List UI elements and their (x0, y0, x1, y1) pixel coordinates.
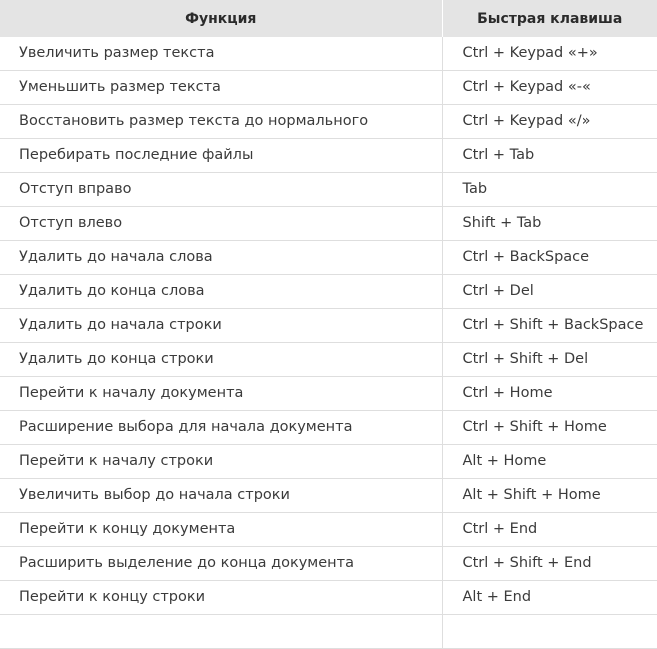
function-cell: Удалить до начала слова (0, 241, 442, 275)
table-row (0, 309, 657, 343)
function-cell: Перейти к концу строки (0, 581, 442, 615)
shortcut-cell (442, 615, 657, 649)
shortcut-cell: Ctrl + Keypad «/» (442, 105, 657, 139)
table-row (0, 615, 657, 649)
table-header (0, 0, 657, 37)
function-cell: Удалить до конца слова (0, 275, 442, 309)
table-row (0, 105, 657, 139)
function-cell: Уменьшить размер текста (0, 71, 442, 105)
table-row (0, 241, 657, 275)
table-row (0, 37, 657, 71)
table-row (0, 479, 657, 513)
function-cell: Отступ вправо (0, 173, 442, 207)
function-cell: Восстановить размер текста до нормального (0, 105, 442, 139)
function-cell: Удалить до начала строки (0, 309, 442, 343)
shortcut-cell: Ctrl + Home (442, 377, 657, 411)
shortcut-cell: Alt + Shift + Home (442, 479, 657, 513)
shortcut-cell: Ctrl + End (442, 513, 657, 547)
table-row (0, 343, 657, 377)
table-row (0, 71, 657, 105)
function-cell: Удалить до конца строки (0, 343, 442, 377)
shortcut-cell: Alt + End (442, 581, 657, 615)
function-cell: Перейти к началу строки (0, 445, 442, 479)
shortcut-cell: Ctrl + Keypad «+» (442, 37, 657, 71)
shortcut-cell: Tab (442, 173, 657, 207)
function-cell: Отступ влево (0, 207, 442, 241)
table-body (0, 37, 657, 649)
function-cell: Перейти к началу документа (0, 377, 442, 411)
table-row (0, 547, 657, 581)
function-cell: Увеличить выбор до начала строки (0, 479, 442, 513)
function-cell: Расширить выделение до конца документа (0, 547, 442, 581)
header-row (0, 0, 657, 37)
shortcut-cell: Ctrl + Keypad «-« (442, 71, 657, 105)
table-row (0, 275, 657, 309)
header-function: Функция (0, 0, 442, 37)
table-row (0, 581, 657, 615)
shortcut-cell: Ctrl + Shift + BackSpace (442, 309, 657, 343)
function-cell: Перебирать последние файлы (0, 139, 442, 173)
header-shortcut: Быстрая клавиша (442, 0, 657, 37)
shortcut-cell: Ctrl + BackSpace (442, 241, 657, 275)
shortcut-cell: Ctrl + Shift + Del (442, 343, 657, 377)
shortcut-cell: Alt + Home (442, 445, 657, 479)
table-row (0, 411, 657, 445)
shortcut-cell: Shift + Tab (442, 207, 657, 241)
function-cell: Расширение выбора для начала документа (0, 411, 442, 445)
shortcut-cell: Ctrl + Del (442, 275, 657, 309)
shortcut-cell: Ctrl + Shift + Home (442, 411, 657, 445)
function-cell (0, 615, 442, 649)
shortcut-cell: Ctrl + Shift + End (442, 547, 657, 581)
table-row (0, 207, 657, 241)
function-cell: Увеличить размер текста (0, 37, 442, 71)
table-row (0, 139, 657, 173)
table-row (0, 513, 657, 547)
function-cell: Перейти к концу документа (0, 513, 442, 547)
table-row (0, 377, 657, 411)
table-row (0, 445, 657, 479)
shortcut-cell: Ctrl + Tab (442, 139, 657, 173)
table-row (0, 173, 657, 207)
